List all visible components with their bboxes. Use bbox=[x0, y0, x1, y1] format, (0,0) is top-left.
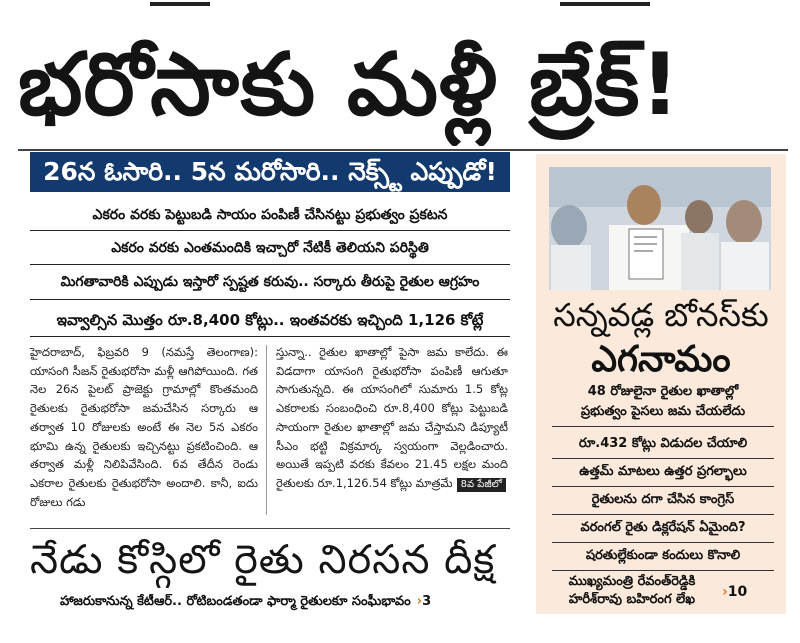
divider bbox=[552, 458, 774, 459]
sidebar-point: ముఖ్యమంత్రి రేవంత్‌రెడ్డికి bbox=[568, 574, 696, 589]
divider bbox=[30, 230, 510, 231]
divider bbox=[552, 542, 774, 543]
article-column-1 bbox=[30, 343, 258, 511]
deck-line-1: ఎకరం వరకు పెట్టుబడి సాయం పంపిణీ చేసినట్టు ప్రభుత్వం ప్రకటన bbox=[92, 207, 448, 223]
deck-line-2: ఎకరం వరకు ఎంతమందికి ఇచ్చారో నేటికీ తెలియని పరిస్థితి bbox=[111, 240, 429, 256]
divider bbox=[552, 486, 774, 487]
article-text: స్తున్నా.. రైతుల ఖాతాల్లో పైసా జమ కాలేదు. ఈ విడదాగా యాసంగి రైతుభరోసా పంపిణీ ఆగుతూ సాగుతున్నది. ఈ యాసంగిలో సుమారు 1.5 కోట్ల ఎకరాలకు సంబంధించి రూ.8,400 కోట్లు పెట్టుబడి సాయంగా రైతుల ఖాతాల్లో జమ చేస్తామని డిప్యూటీ సీఎం భట్టి విక్రమార్క స్వయంగా వెల్లడించారు. అయితే ఇప్పటి వరకు కేవలం 21.45 లక్షల మంది రైతులకు రూ.1,126.54 కోట్లు మాత్రమే bbox=[276, 345, 508, 490]
bottom-headline: నేడు కోస్గిలో రైతు నిరసన దీక్ష bbox=[30, 537, 496, 583]
article-column-2 bbox=[276, 343, 508, 493]
divider bbox=[552, 514, 774, 515]
bottom-page-ref[interactable]: 3 bbox=[422, 594, 432, 609]
sidebar-point: వరంగల్ రైతు డిక్లరేషన్ ఏమైంది? bbox=[580, 520, 746, 535]
deck-line-4: ఇవ్వాల్సిన మొత్తం రూ.8,400 కోట్లు.. ఇంతవరకు ఇచ్చింది 1,126 కోట్లే bbox=[56, 311, 484, 329]
news-photo bbox=[549, 167, 771, 290]
sidebar-point: షరతుల్లేకుండా కందులు కొనాలి bbox=[585, 548, 741, 563]
bottom-subheadline bbox=[60, 594, 510, 612]
sidebar-point: ఉత్తమ్ మాటలు ఉత్తర ప్రగల్భాలు bbox=[579, 464, 747, 479]
bottom-sub-text: హాజరుకానున్న కేటీఆర్.. రోటిబండతండా ఫార్మా రైతులకూ సంఘీభావం bbox=[60, 594, 411, 609]
divider bbox=[30, 264, 510, 265]
sidebar-point: 48 రోజులైనా రైతుల ఖాతాల్లో bbox=[587, 384, 739, 399]
sidebar-title-line-2: ఎగనామం bbox=[591, 339, 731, 380]
sidebar-page-ref[interactable] bbox=[722, 584, 747, 600]
divider bbox=[30, 528, 510, 529]
top-strip bbox=[0, 0, 800, 14]
sidebar-title-line-1: సన్నవడ్ల బోనస్‌కు bbox=[553, 296, 769, 334]
divider bbox=[18, 149, 788, 151]
column-divider bbox=[266, 345, 267, 515]
sidebar-ref-number: 10 bbox=[727, 584, 748, 600]
sidebar-point: హరీశ్‌రావు బహిరంగ లేఖ bbox=[568, 592, 696, 607]
divider bbox=[30, 336, 510, 337]
continued-page-ref[interactable]: 8వ పేజీలో bbox=[457, 478, 506, 492]
clipped-text-fragment bbox=[150, 2, 210, 6]
chevron-right-icon: › bbox=[416, 594, 423, 609]
chevron-right-icon: › bbox=[722, 584, 728, 600]
sidebar-point: ప్రభుత్వం పైసలు జమ చేయలేదు bbox=[580, 404, 746, 419]
article-text: హైదరాబాద్, ఫిబ్రవరి 9 (నమస్తే తెలంగాణ): యాసంగి సీజన్ రైతుభరోసా మళ్లీ ఆగిపోయింది. గత నెల 26న పైలట్ ప్రాజెక్టు గ్రామాల్లో కొంతమంది రైతులకు రైతుభరోసా జమచేసిన సర్కారు ఆ తర్వాత 10 రోజులకు అంటే ఈ నెల 5న ఎకరం భూమి ఉన్న రైతులకు ఇచ్చినట్టు ప్రకటించింది. ఆ తర్వాత మళ్లీ నిలిపివేసింది. 6వ తేదీన రెండు ఎకరాల రైతులకు రైతుభరోసా అందాలి. కానీ, ఐదు రోజులు గడు bbox=[30, 345, 258, 509]
main-headline: భరోసాకు మళ్లీ బ్రేక్! bbox=[18, 35, 681, 135]
sidebar-point: రైతులను దగా చేసిన కాంగ్రెస్ bbox=[591, 492, 735, 507]
sub-headline-banner: 26న ఓసారి.. 5న మరోసారి.. నెక్స్ట్ ఎప్పుడో! bbox=[30, 152, 510, 192]
clipped-text-fragment bbox=[560, 2, 650, 6]
deck-line-3: మిగతావారికి ఎప్పుడు ఇస్తారో స్పష్టత కరువు.. సర్కారు తీరుపై రైతుల ఆగ్రహం bbox=[60, 274, 480, 290]
sidebar-point: రూ.432 కోట్లు విడుదల చేయాలి bbox=[578, 436, 748, 451]
divider bbox=[30, 299, 510, 300]
divider bbox=[552, 426, 774, 427]
divider bbox=[552, 570, 774, 571]
